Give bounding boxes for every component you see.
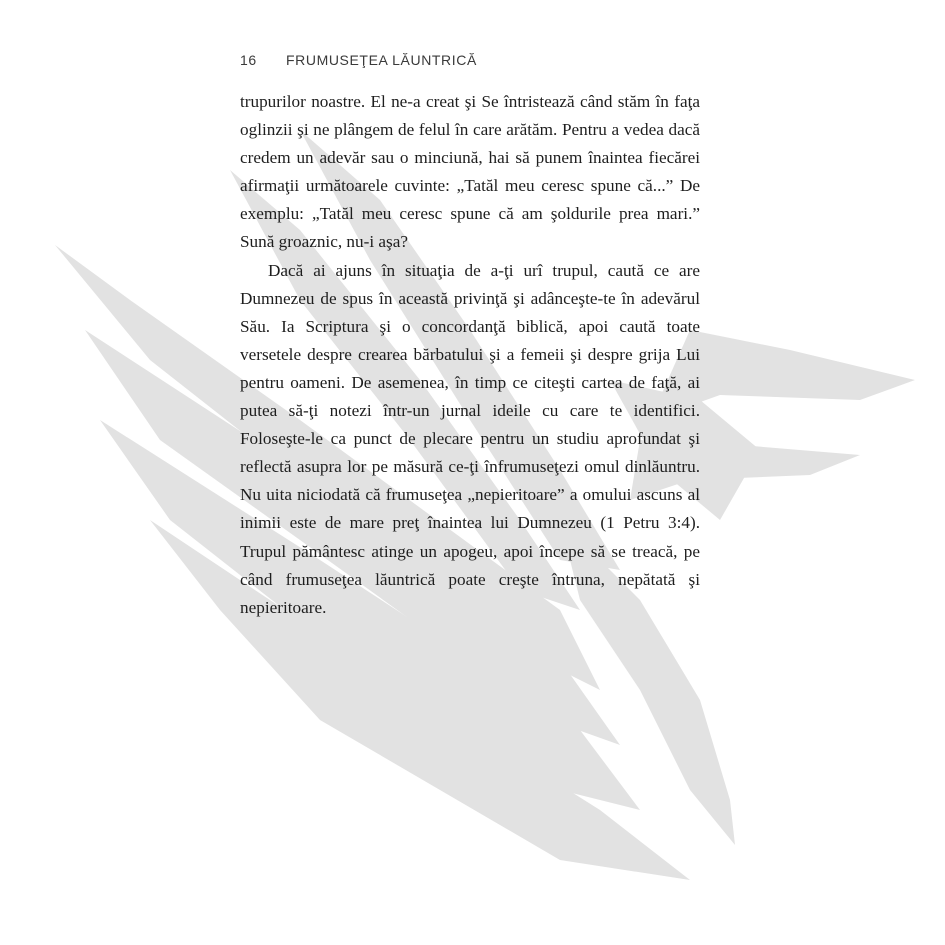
page-number: 16 bbox=[240, 52, 257, 68]
running-header bbox=[240, 52, 477, 68]
paragraph-continued: trupurilor noastre. El ne-a creat şi Se întristează când stăm în faţa oglinzii şi ne plângem de felul în care arătăm. Pentru a vedea dacă credem un adevăr sau o minciună, hai să punem înaintea fiecărei afirmaţii următoarele cuvinte: „Tatăl meu ceresc spune că...” De exemplu: „Tatăl meu ceresc spune că am şoldurile prea mari.” Sună groaznic, nu-i aşa? bbox=[240, 92, 700, 252]
running-title: FRUMUSEŢEA LĂUNTRICĂ bbox=[286, 52, 477, 68]
body-text bbox=[240, 88, 700, 622]
paragraph: Dacă ai ajuns în situaţia de a-ţi urî trupul, caută ce are Dumnezeu de spus în această privinţă şi adânceşte-te în adevărul Său. Ia Scriptura şi o concordanţă biblică, apoi caută toate versetele despre crearea bărbatului şi a femeii şi despre grija Lui pentru oameni. De asemenea, în timp ce citeşti cartea de faţă, ai putea să-ţi notezi într-un jurnal ideile cu care te identifici. Foloseşte-le ca punct de plecare pentru un studiu aprofundat şi reflectă asupra lor pe măsură ce-ţi înfrumuseţezi omul dinlăuntru. Nu uita niciodată că frumuseţea „nepieritoare” a omului ascuns al inimii este de mare preţ înaintea lui Dumnezeu (1 Petru 3:4). Trupul pământesc atinge un apogeu, apoi începe să se treacă, pe când frumuseţea lăuntrică poate creşte întruna, nepătată şi nepieritoare. bbox=[240, 260, 700, 617]
